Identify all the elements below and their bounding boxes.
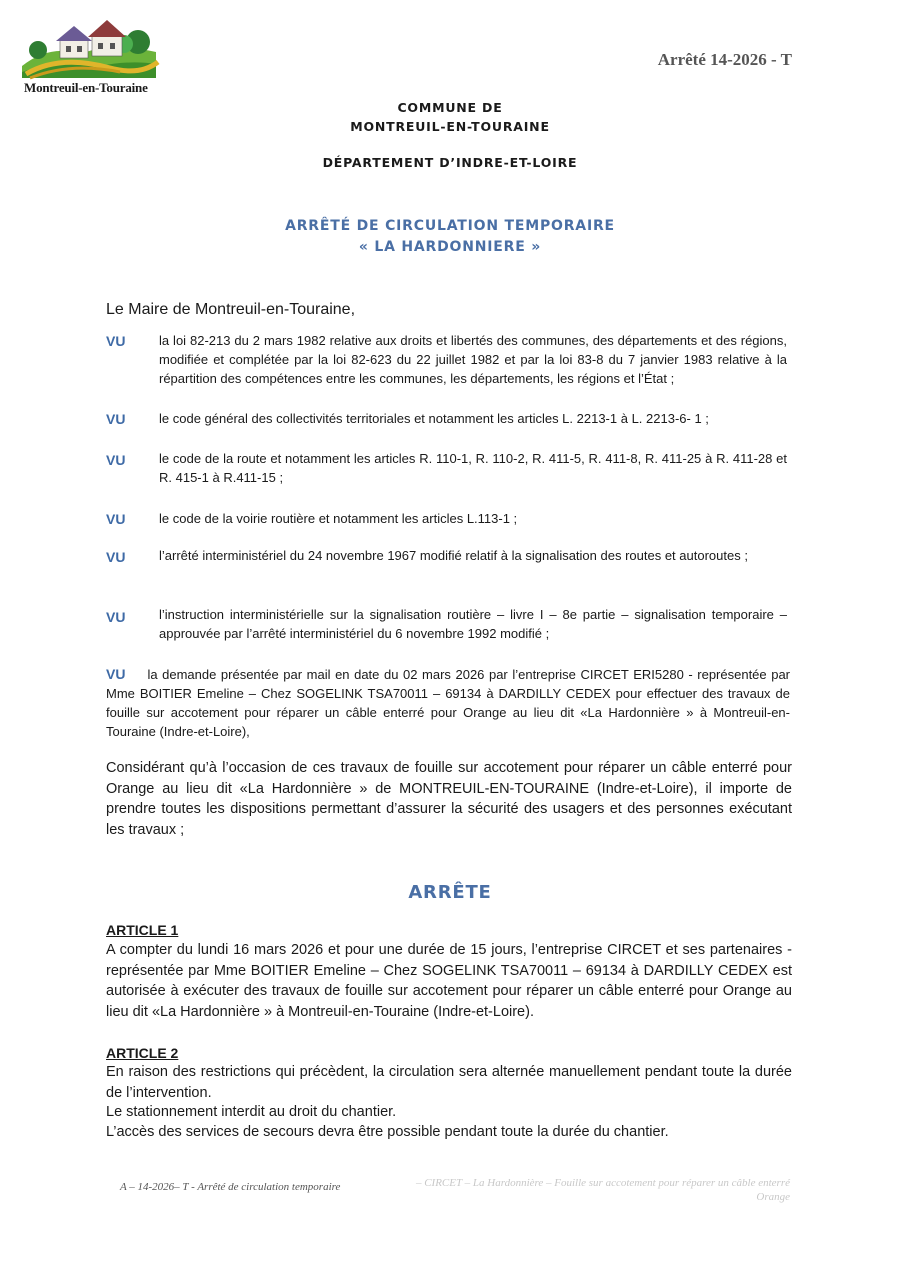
maire-intro: Le Maire de Montreuil-en-Touraine, bbox=[106, 301, 356, 318]
vu-label: VU bbox=[106, 411, 126, 427]
commune-line-2: MONTREUIL-EN-TOURAINE bbox=[350, 119, 550, 134]
article-2-line-1: En raison des restrictions qui précèdent, la circulation sera alternée manuellement pendant toute la durée de l’intervention. bbox=[106, 1064, 792, 1101]
article-2-line-2: Le stationnement interdit au droit du chantier. bbox=[106, 1104, 397, 1120]
footer-left: A – 14-2026– T - Arrêté de circulation temporaire bbox=[120, 1181, 341, 1193]
considerant-paragraph: Considérant qu’à l’occasion de ces travaux de fouille sur accotement pour réparer un câble enterré pour Orange au lieu dit «La Hardonnière » de MONTREUIL-EN-TOURAINE (Indre-et-Loire), il importe de prendre toutes les dispositions permettant d’assurer la sécurité des usagers et des personnes exécutant les travaux ; bbox=[106, 760, 792, 838]
vu-item-1: la loi 82-213 du 2 mars 1982 relative aux droits et libertés des communes, des départements et des régions, modifiée et complétée par la loi 82-623 du 22 juillet 1982 et par la loi 83-8 du 7 janvier 1983 relative à la répartition des compétences entre les communes, les départements, les régions et l’État ; bbox=[159, 333, 787, 386]
document-title-line-1: ARRÊTÉ DE CIRCULATION TEMPORAIRE bbox=[285, 218, 615, 234]
document-reference: Arrêté 14-2026 - T bbox=[657, 50, 792, 69]
vu-item-3: le code de la route et notamment les articles R. 110-1, R. 110-2, R. 411-5, R. 411-8, R. 411-25 à R. 411-28 et R. 415-1 à R.411-15 ; bbox=[159, 451, 787, 485]
article-1-text: A compter du lundi 16 mars 2026 et pour une durée de 15 jours, l’entreprise CIRCET et ses partenaires - représentée par Mme BOITIER Emeline – Chez SOGELINK TSA70011 – 69134 à DARDILLY CEDEX est autorisée à exécuter des travaux de fouille sur accotement pour réparer un câble enterré pour Orange au lieu dit «La Hardonnière » à Montreuil-en-Touraine (Indre-et-Loire). bbox=[106, 942, 792, 1020]
commune-line-1: COMMUNE DE bbox=[397, 100, 503, 115]
footer-right: – CIRCET – La Hardonnière – Fouille sur accotement pour réparer un câble enterré Orange bbox=[415, 1177, 790, 1203]
logo-text: Montreuil-en-Touraine bbox=[24, 80, 148, 95]
departement: DÉPARTEMENT D’INDRE-ET-LOIRE bbox=[322, 155, 578, 170]
vu-item-6: l’instruction interministérielle sur la signalisation routière – livre I – 8e partie – signalisation temporaire – approuvée par l’arrêté interministériel du 6 novembre 1992 modifié ; bbox=[159, 607, 787, 641]
vu-label: VU bbox=[106, 333, 126, 349]
village-illustration-icon bbox=[20, 14, 160, 84]
vu-label: VU bbox=[106, 666, 126, 682]
municipal-logo bbox=[20, 14, 160, 96]
article-1-title: ARTICLE 1 bbox=[106, 922, 179, 938]
vu-item-2: le code général des collectivités territoriales et notamment les articles L. 2213-1 à L. 2213-6- 1 ; bbox=[159, 411, 709, 426]
vu-label: VU bbox=[106, 452, 126, 468]
vu-label: VU bbox=[106, 511, 126, 527]
article-2-line-3: L’accès des services de secours devra être possible pendant toute la durée du chantier. bbox=[106, 1124, 669, 1140]
vu-label: VU bbox=[106, 609, 126, 625]
vu-item-5: l’arrêté interministériel du 24 novembre 1967 modifié relatif à la signalisation des routes et autoroutes ; bbox=[159, 548, 748, 563]
vu-label: VU bbox=[106, 549, 126, 565]
arrete-heading: ARRÊTE bbox=[408, 882, 492, 903]
vu-item-4: le code de la voirie routière et notamment les articles L.113-1 ; bbox=[159, 511, 518, 526]
article-2-title: ARTICLE 2 bbox=[106, 1045, 179, 1061]
document-title-line-2: « LA HARDONNIERE » bbox=[358, 239, 542, 255]
vu-item-7: la demande présentée par mail en date du 02 mars 2026 par l’entreprise CIRCET ERI5280 - représentée par Mme BOITIER Emeline – Chez SOGELINK TSA70011 – 69134 à DARDILLY CEDEX pour effectuer des travaux de fouille sur accotement pour réparer un câble enterré pour Orange au lieu dit «La Hardonnière » à Montreuil-en-Touraine (Indre-et-Loire), bbox=[106, 667, 790, 739]
vu-item-7-block bbox=[106, 665, 790, 741]
